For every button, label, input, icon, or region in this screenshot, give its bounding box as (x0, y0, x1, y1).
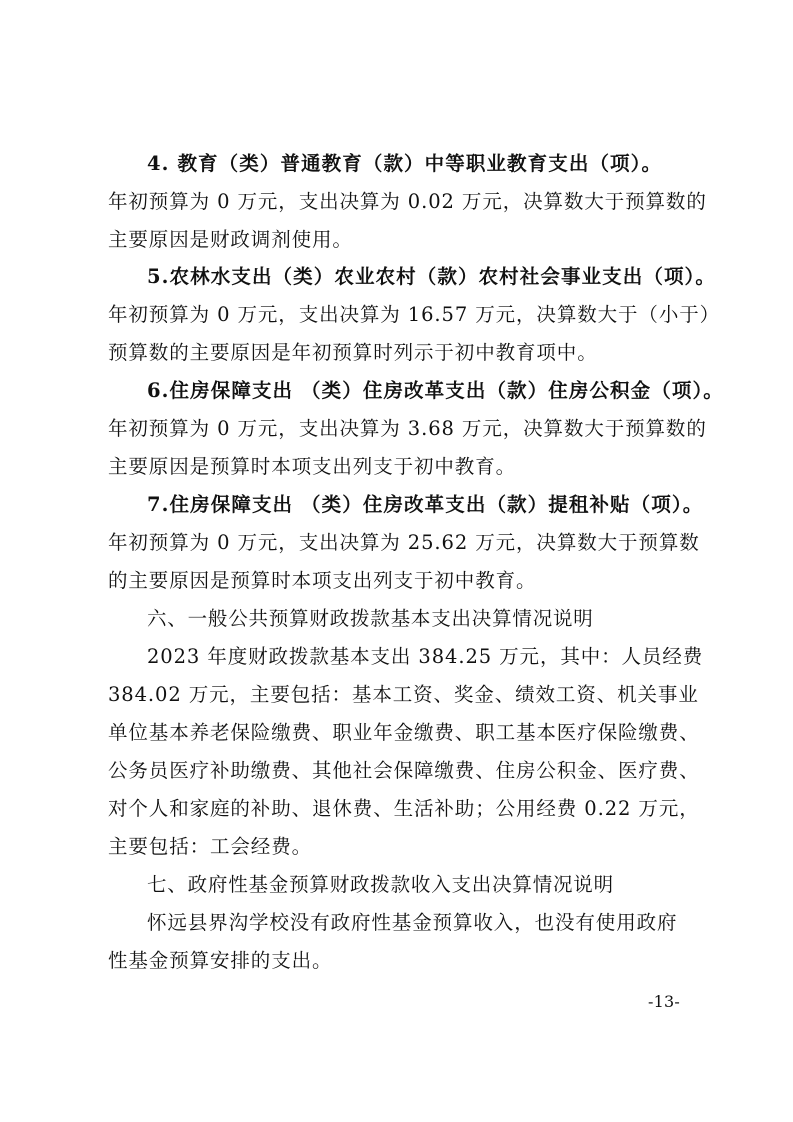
section-six-paragraph-line-6: 主要包括：工会经费。 (108, 835, 313, 858)
item-5-text-line-2: 预算数的主要原因是年初预算时列示于初中教育项中。 (108, 341, 598, 364)
section-six-paragraph-line-1: 2023 年度财政拨款基本支出 384.25 万元，其中：人员经费 (147, 645, 704, 668)
item-7-heading: 7.住房保障支出 （类）住房改革支出（款）提租补贴（项）。 (147, 493, 704, 516)
item-5-text-line-1: 年初预算为 0 万元，支出决算为 16.57 万元，决算数大于（小于） (108, 303, 721, 326)
section-six-heading: 六、一般公共预算财政拨款基本支出决算情况说明 (147, 607, 594, 630)
section-seven-heading: 七、政府性基金预算财政拨款收入支出决算情况说明 (147, 873, 614, 896)
item-6-heading: 6.住房保障支出 （类）住房改革支出（款）住房公积金（项）。 (147, 379, 724, 402)
section-six-paragraph-line-2: 384.02 万元，主要包括：基本工资、奖金、绩效工资、机关事业 (108, 683, 699, 706)
item-4-text-line-1: 年初预算为 0 万元，支出决算为 0.02 万元，决算数大于预算数的 (108, 190, 707, 213)
section-seven-paragraph-line-1: 怀远县界沟学校没有政府性基金预算收入，也没有使用政府 (147, 911, 678, 934)
item-4-text-line-2: 主要原因是财政调剂使用。 (108, 228, 353, 251)
section-six-paragraph-line-4: 公务员医疗补助缴费、其他社会保障缴费、住房公积金、医疗费、 (108, 759, 700, 782)
page-number: -13- (648, 992, 680, 1011)
item-5-heading: 5.农林水支出（类）农业农村（款）农村社会事业支出（项）。 (147, 265, 717, 288)
section-six-paragraph-line-3: 单位基本养老保险缴费、职业年金缴费、职工基本医疗保险缴费、 (108, 721, 700, 744)
item-6-text-line-2: 主要原因是预算时本项支出列支于初中教育。 (108, 455, 517, 478)
item-6-text-line-1: 年初预算为 0 万元，支出决算为 3.68 万元，决算数大于预算数的 (108, 417, 707, 440)
section-six-paragraph-line-5: 对个人和家庭的补助、退休费、生活补助；公用经费 0.22 万元， (108, 797, 700, 820)
section-seven-paragraph-line-2: 性基金预算安排的支出。 (108, 949, 333, 972)
item-7-text-line-2: 的主要原因是预算时本项支出列支于初中教育。 (108, 569, 537, 592)
item-7-text-line-1: 年初预算为 0 万元，支出决算为 25.62 万元，决算数大于预算数 (108, 531, 700, 554)
item-4-heading: 4. 教育（类）普通教育（款）中等职业教育支出（项）。 (147, 152, 663, 175)
